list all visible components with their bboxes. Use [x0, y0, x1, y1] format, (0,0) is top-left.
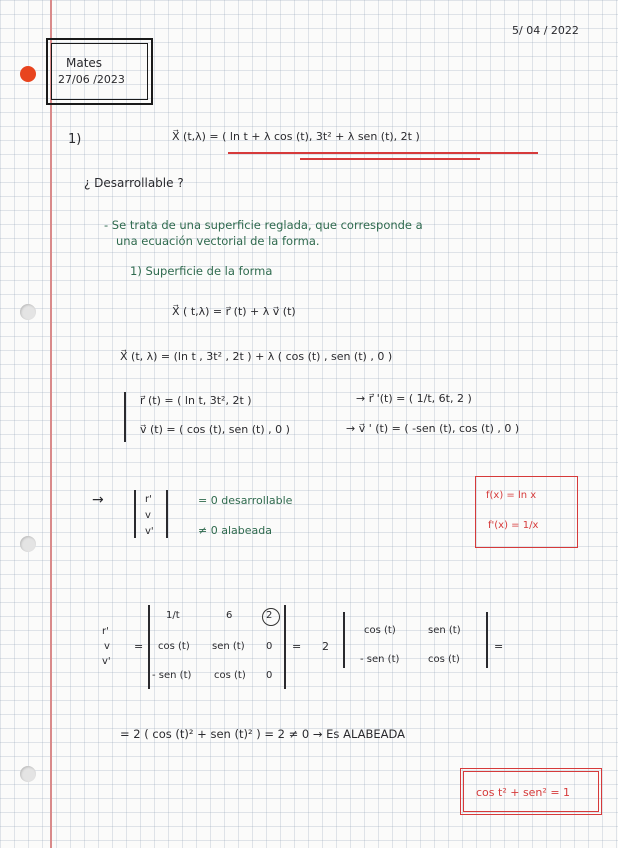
v-definition: v⃗ (t) = ( cos (t), sen (t) , 0 ): [140, 423, 290, 436]
det-cell: 2: [266, 610, 273, 621]
page-date: 5/ 04 / 2022: [512, 24, 579, 37]
det-bar: [284, 605, 286, 689]
binder-hole: [20, 536, 36, 552]
v-derivative: → v⃗ ' (t) = ( -sen (t), cos (t) , 0 ): [346, 422, 520, 435]
subheading: 1) Superficie de la forma: [130, 264, 273, 278]
form-equation: X⃗ ( t,λ) = r⃗ (t) + λ v⃗ (t): [172, 305, 296, 318]
identity-text: cos t² + sen² = 1: [476, 786, 571, 799]
system-brace: [124, 392, 126, 442]
det-equals-2: =: [292, 640, 302, 653]
criterion-arrow: →: [92, 492, 104, 508]
derivative-note-box: [475, 476, 578, 548]
note-f: f(x) = ln x: [486, 490, 537, 501]
det-bar: [343, 612, 345, 668]
title-box: [46, 38, 153, 105]
det-label-v: v: [104, 641, 110, 652]
binder-hole: [20, 766, 36, 782]
det-label-vp: v': [102, 656, 111, 667]
title-date: 27/06 /2023: [58, 73, 125, 86]
det-factor: 2: [322, 640, 329, 653]
minor-cell: cos (t): [428, 654, 460, 665]
det-cell: 6: [226, 610, 233, 621]
criterion-row-v: v: [145, 510, 151, 521]
criterion-warped: ≠ 0 alabeada: [198, 524, 272, 537]
problem-equation: X⃗ (t,λ) = ( ln t + λ cos (t), 3t² + λ sen (t), 2t ): [172, 130, 420, 143]
underline: [228, 152, 538, 154]
title-subject: Mates: [66, 56, 103, 70]
det-equals-3: =: [494, 640, 504, 653]
det-bar: [486, 612, 488, 668]
det-bar: [166, 490, 168, 538]
det-label-r: r': [102, 626, 109, 637]
criterion-row-vp: v': [145, 526, 154, 537]
explanation-line-1: - Se trata de una superficie reglada, que corresponde a: [104, 218, 423, 232]
minor-cell: - sen (t): [360, 654, 400, 665]
note-fprime: f'(x) = 1/x: [488, 520, 539, 531]
underline: [300, 158, 480, 160]
det-cell: sen (t): [212, 641, 245, 652]
det-bar: [148, 605, 150, 689]
expanded-equation: X⃗ (t, λ) = (ln t , 3t² , 2t ) + λ ( cos (t) , sen (t) , 0 ): [120, 350, 393, 363]
r-definition: r⃗ (t) = ( ln t, 3t², 2t ): [140, 394, 252, 407]
det-cell: cos (t): [214, 670, 246, 681]
criterion-developable: = 0 desarrollable: [198, 494, 293, 507]
det-cell: cos (t): [158, 641, 190, 652]
minor-cell: sen (t): [428, 625, 461, 636]
det-bar: [134, 490, 136, 538]
criterion-row-r: r': [145, 494, 152, 505]
det-equals: =: [134, 640, 144, 653]
binder-hole-marked: [20, 66, 36, 82]
problem-number: 1): [68, 132, 82, 147]
question: ¿ Desarrollable ?: [84, 176, 184, 190]
det-cell: 0: [266, 641, 273, 652]
det-cell: 1/t: [166, 610, 180, 621]
result-line: = 2 ( cos (t)² + sen (t)² ) = 2 ≠ 0 → Es ALABEADA: [120, 727, 406, 741]
binder-hole: [20, 304, 36, 320]
det-cell: - sen (t): [152, 670, 192, 681]
r-derivative: → r⃗ '(t) = ( 1/t, 6t, 2 ): [356, 392, 472, 405]
minor-cell: cos (t): [364, 625, 396, 636]
det-cell: 0: [266, 670, 273, 681]
explanation-line-2: una ecuación vectorial de la forma.: [116, 234, 320, 248]
margin-line: [50, 0, 52, 848]
